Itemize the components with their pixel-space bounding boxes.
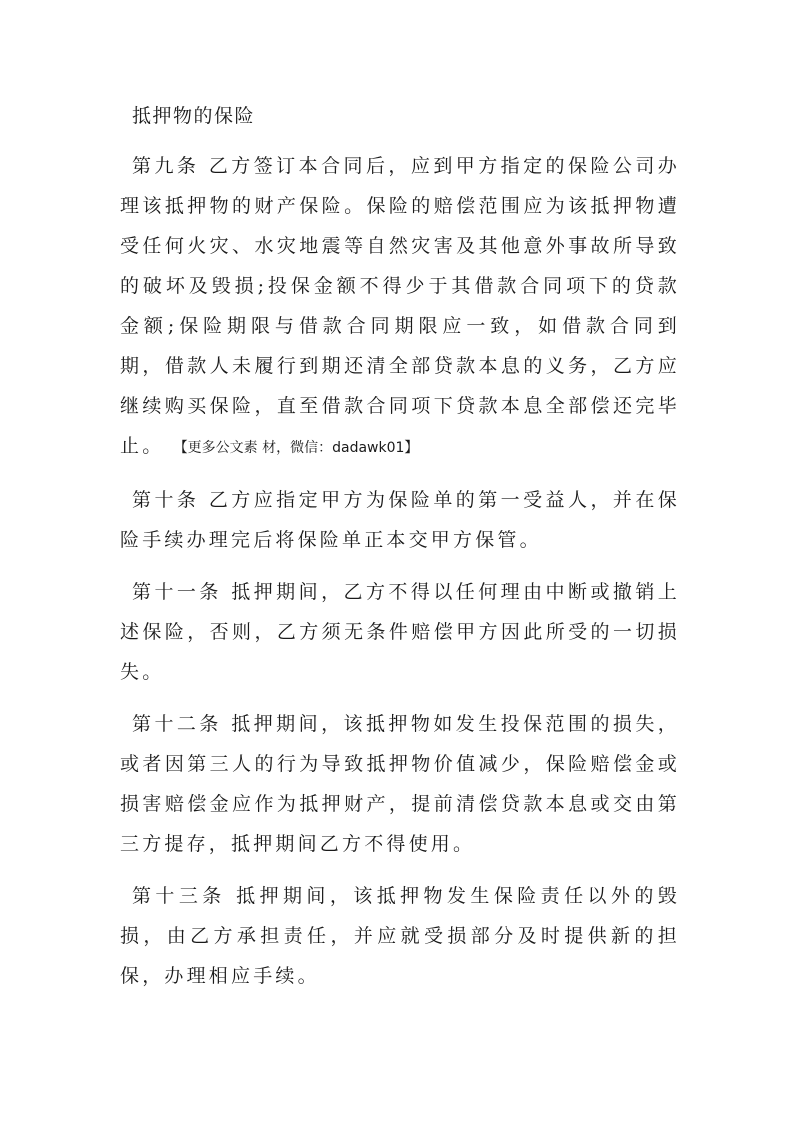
article-10: 第十条 乙方应指定甲方为保险单的第一受益人，并在保险手续办理完后将保险单正本交甲方保管。 <box>120 489 680 551</box>
article-12: 第十二条 抵押期间，该抵押物如发生投保范围的损失，或者因第三人的行为导致抵押物价值减少，保险赔偿金或损害赔偿金应作为抵押财产，提前清偿贷款本息或交由第三方提存，抵押期间乙方不得使用。 <box>120 713 680 855</box>
section-heading: 抵押物的保险 <box>132 105 256 127</box>
promo-note: 【更多公文素 材，微信：dadawk01】 <box>173 440 419 456</box>
article-11: 第十一条 抵押期间，乙方不得以任何理由中断或撤销上述保险，否则，乙方须无条件赔偿甲方因此所受的一切损失。 <box>120 581 680 683</box>
article-9-text: 第九条 乙方签订本合同后，应到甲方指定的保险公司办理该抵押物的财产保险。保险的赔偿范围应为该抵押物遭受任何火灾、水灾地震等自然灾害及其他意外事故所导致的破坏及毁损;投保金额不得少于其借款合同项下的贷款金额;保险期限与借款合同期限应一致，如借款合同到期，借款人未履行到期还清全部贷款本息的义务，乙方应继续购买保险，直至借款合同项下贷款本息全部偿还完毕止。 <box>120 155 680 457</box>
article-13: 第十三条 抵押期间，该抵押物发生保险责任以外的毁损，由乙方承担责任，并应就受损部分及时提供新的担保，办理相应手续。 <box>120 885 680 987</box>
document-body <box>120 96 680 1008</box>
article-9 <box>120 146 680 468</box>
